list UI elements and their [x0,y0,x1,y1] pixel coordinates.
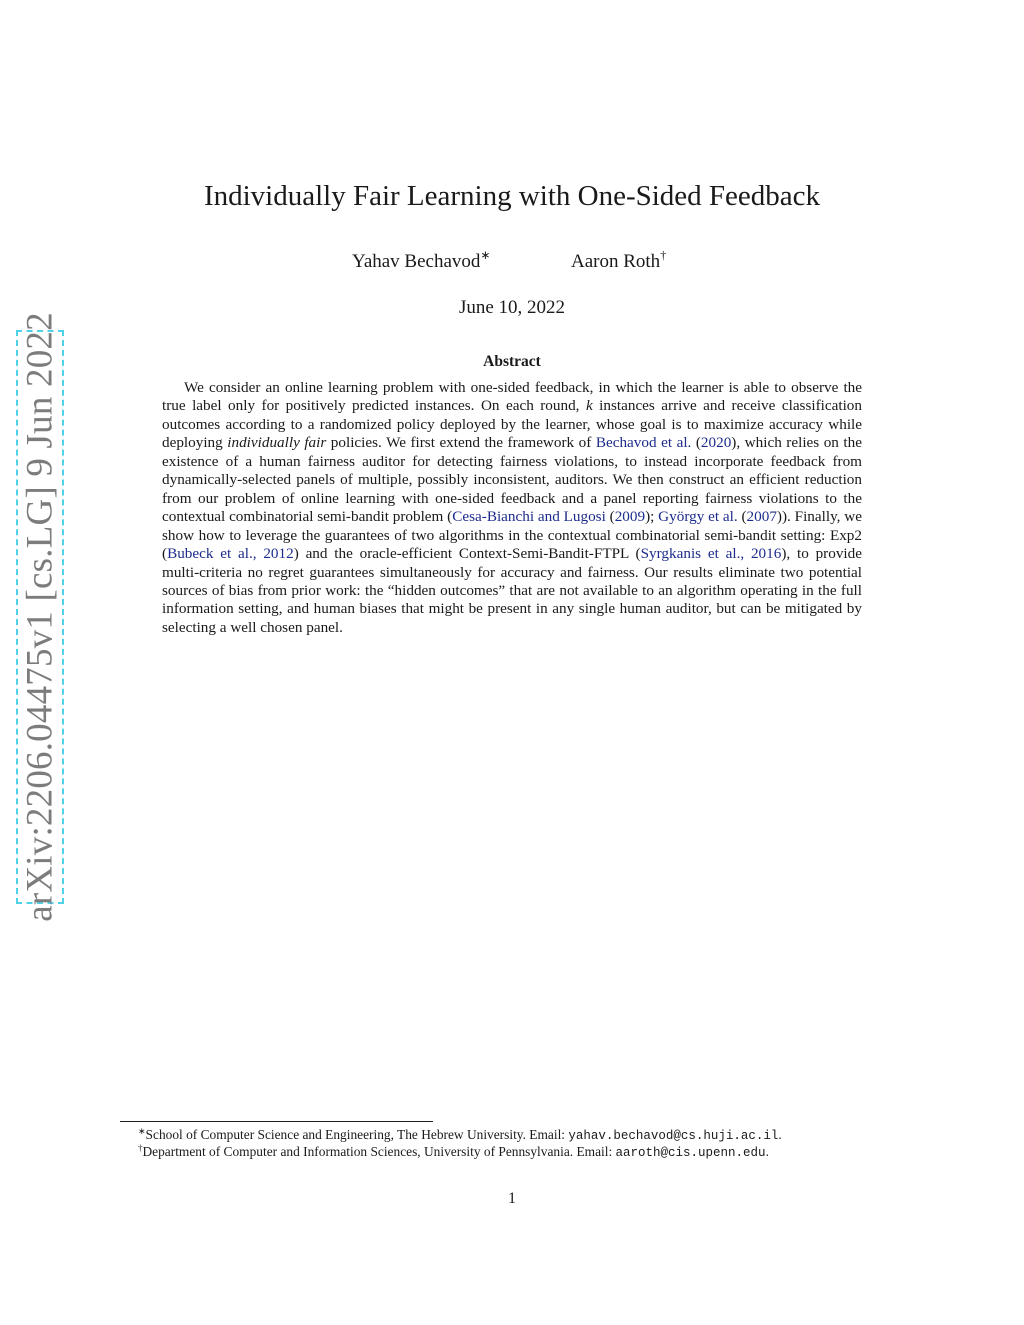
footnote-1-end: . [778,1127,782,1142]
citation-link[interactable]: 2020 [700,434,732,452]
citation-link[interactable]: 2007 [746,508,777,526]
arxiv-stamp [16,312,64,922]
arxiv-identifier: arXiv:2206.04475v1 [cs.LG] 9 Jun 2022 [19,312,61,922]
abstract-text: policies. We first extend the framework of [326,434,596,452]
footnote-1 [138,1126,898,1143]
footnote-1-mark: ∗ [138,1126,146,1136]
abstract-text: ( [691,434,701,452]
footnote-2 [138,1143,898,1160]
abstract-text: ) and the oracle-efficient Context-Semi-Bandit-FTPL ( [293,545,641,563]
footnote-divider [120,1121,433,1122]
citation-link[interactable]: Bechavod et al. [595,434,692,452]
abstract-text: ( [605,508,615,526]
footnote-2-text: Department of Computer and Information Sciences, University of Pennsylvania. Email: [142,1144,616,1159]
abstract-body [162,379,862,637]
footnote-2-email[interactable]: aaroth@cis.upenn.edu [615,1146,766,1160]
citation-link[interactable]: Cesa-Bianchi and Lugosi [452,508,606,526]
footnote-2-end: . [765,1144,769,1159]
abstract-emphasis: individually fair [227,434,327,452]
author-2-name: Aaron Roth [571,251,661,272]
paper-title: Individually Fair Learning with One-Sided Feedback [203,180,821,212]
abstract-text: instances arrive and receive classification outcomes according to a randomized policy deployed by the learner, whose goal is to maximize accuracy while deploying [162,397,862,452]
abstract-text: ); [645,508,659,526]
abstract-text: ), to provide multi-criteria no regret guarantees simultaneously for accuracy and fairness. Our results eliminate two potential sources of bias from prior work: the “hidden outcomes” that are not available to an algorithm operating in the full information setting, and human biases that might be present in any single human auditor, but can be mitigated by selecting a well chosen panel. [162,545,862,636]
citation-link[interactable]: 2009 [614,508,646,526]
abstract-text: ), which relies on the existence of a human fairness auditor for detecting fairness violations, to instead incorporate feedback from dynamically-selected panels of multiple, possibly inconsistent, auditors. We then construct an efficient reduction from our problem of online learning with one-sided feedback and a panel reporting fairness violations to the contextual combinatorial semi-bandit problem ( [162,434,862,526]
author-2-mark: † [660,248,667,262]
author-1-name: Yahav Bechavod [352,251,481,272]
abstract-text: We consider an online learning problem with one-sided feedback, in which the learner is able to observe the true label only for positively predicted instances. On each round, [162,379,862,415]
author-2 [571,248,666,273]
footnote-1-text: School of Computer Science and Engineering, The Hebrew University. Email: [145,1127,569,1142]
footnote-1-email[interactable]: yahav.bechavod@cs.huji.ac.il [568,1129,779,1143]
abstract-text: ( [737,508,747,526]
abstract-text: )). Finally, we show how to leverage the guarantees of two algorithms in the contextual combinatorial semi-bandit setting: Exp2 ( [162,508,863,563]
citation-link[interactable]: Syrgkanis et al., 2016 [640,545,782,563]
publication-date: June 10, 2022 [458,297,566,318]
abstract-heading: Abstract [483,353,541,370]
abstract-math-k: k [585,397,593,415]
citation-link[interactable]: Bubeck et al., 2012 [167,545,294,563]
author-1 [352,248,490,273]
author-1-mark: ∗ [480,248,491,262]
footnote-2-mark: † [138,1143,143,1153]
page-number: 1 [508,1190,516,1207]
citation-link[interactable]: György et al. [658,508,738,526]
